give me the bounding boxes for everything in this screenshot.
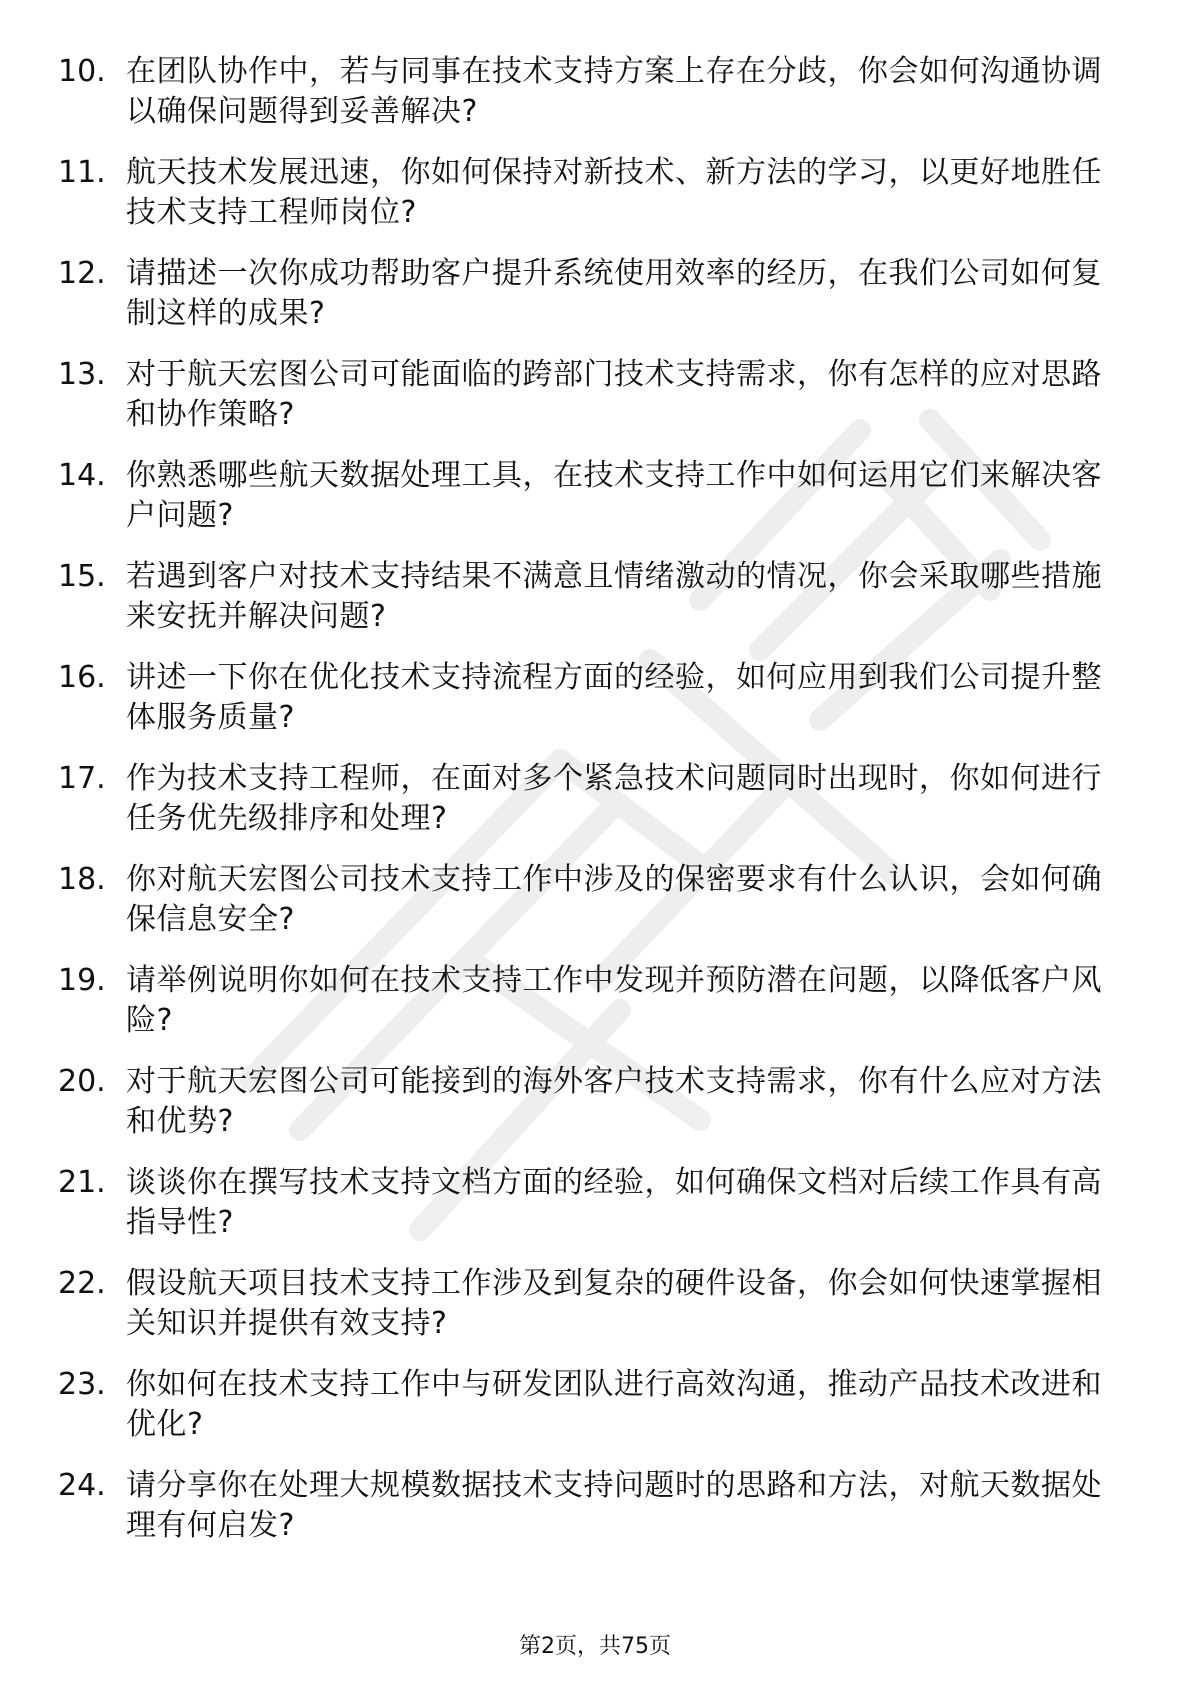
question-item [58,1062,1118,1142]
question-item [58,1264,1118,1344]
question-item [58,557,1118,637]
question-number: 11. [58,155,106,190]
question-number: 12. [58,256,106,291]
question-item [58,52,1118,132]
question-item [58,1365,1118,1445]
question-number: 21. [58,1165,106,1200]
question-number: 22. [58,1266,106,1301]
question-item [58,1466,1118,1546]
question-number: 23. [58,1367,106,1402]
question-item [58,961,1118,1041]
question-item [58,153,1118,233]
page-footer: 第2页，共75页 [519,1634,671,1659]
question-text: 请分享你在处理大规模数据技术支持问题时的思路和方法，对航天数据处理有何启发? [126,1468,1102,1543]
question-text: 若遇到客户对技术支持结果不满意且情绪激动的情况，你会采取哪些措施来安抚并解决问题? [126,559,1102,634]
question-item [58,1163,1118,1243]
question-text: 你对航天宏图公司技术支持工作中涉及的保密要求有什么认识，会如何确保信息安全? [126,862,1102,937]
question-number: 20. [58,1064,106,1099]
question-item [58,355,1118,435]
question-list [58,52,1118,1567]
question-text: 请描述一次你成功帮助客户提升系统使用效率的经历，在我们公司如何复制这样的成果? [126,256,1102,331]
question-item [58,860,1118,940]
question-text: 请举例说明你如何在技术支持工作中发现并预防潜在问题，以降低客户风险? [126,963,1102,1038]
question-number: 14. [58,458,106,493]
question-text: 航天技术发展迅速，你如何保持对新技术、新方法的学习，以更好地胜任技术支持工程师岗位? [126,155,1102,230]
question-item [58,658,1118,738]
question-number: 17. [58,761,106,796]
question-item [58,456,1118,536]
question-number: 18. [58,862,106,897]
question-number: 24. [58,1468,106,1503]
question-number: 13. [58,357,106,392]
question-text: 谈谈你在撰写技术支持文档方面的经验，如何确保文档对后续工作具有高指导性? [126,1165,1102,1240]
question-text: 对于航天宏图公司可能接到的海外客户技术支持需求，你有什么应对方法和优势? [126,1064,1102,1139]
question-item [58,759,1118,839]
question-item [58,254,1118,334]
question-number: 15. [58,559,106,594]
question-text: 在团队协作中，若与同事在技术支持方案上存在分歧，你会如何沟通协调以确保问题得到妥善解决? [126,54,1102,129]
question-text: 你如何在技术支持工作中与研发团队进行高效沟通，推动产品技术改进和优化? [126,1367,1102,1442]
question-number: 10. [58,54,106,89]
question-text: 你熟悉哪些航天数据处理工具，在技术支持工作中如何运用它们来解决客户问题? [126,458,1102,533]
question-text: 假设航天项目技术支持工作涉及到复杂的硬件设备，你会如何快速掌握相关知识并提供有效支持? [126,1266,1102,1341]
question-text: 对于航天宏图公司可能面临的跨部门技术支持需求，你有怎样的应对思路和协作策略? [126,357,1102,432]
question-text: 讲述一下你在优化技术支持流程方面的经验，如何应用到我们公司提升整体服务质量? [126,660,1102,735]
question-text: 作为技术支持工程师，在面对多个紧急技术问题同时出现时，你如何进行任务优先级排序和处理? [126,761,1102,836]
question-number: 16. [58,660,106,695]
question-number: 19. [58,963,106,998]
